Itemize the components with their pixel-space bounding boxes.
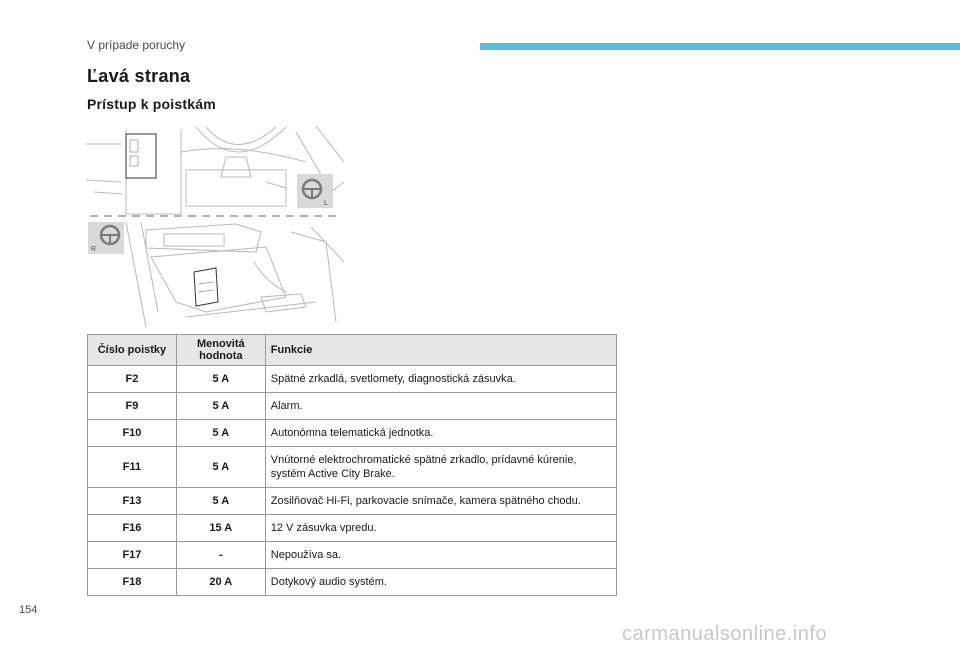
fuse-rating: 5 A [176, 488, 265, 515]
watermark: carmanualsonline.info [622, 623, 828, 645]
fuse-rating: 5 A [176, 393, 265, 420]
column-header-rating: Menovitá hodnota [176, 335, 265, 366]
steering-wheel-icon [297, 174, 333, 208]
fuse-rating: 5 A [176, 366, 265, 393]
page-title: Ľavá strana [87, 66, 191, 86]
steering-wheel-icon [88, 222, 124, 254]
fuse-rating: 5 A [176, 420, 265, 447]
fuse-table [87, 334, 617, 596]
fuse-rating: 5 A [176, 447, 265, 488]
fuse-function: Alarm. [265, 393, 616, 420]
fuse-number: F18 [88, 569, 177, 596]
section-header: V prípade poruchy [87, 38, 186, 52]
fuse-function: Zosilňovač Hi-Fi, parkovacie snímače, kamera spätného chodu. [265, 488, 616, 515]
table-row [88, 542, 617, 569]
fuse-function: Autonómna telematická jednotka. [265, 420, 616, 447]
fuse-number: F2 [88, 366, 177, 393]
fuse-function: 12 V zásuvka vpredu. [265, 515, 616, 542]
fuse-number: F16 [88, 515, 177, 542]
fuse-number: F11 [88, 447, 177, 488]
svg-text:R: R [91, 246, 97, 253]
fuse-function: Vnútorné elektrochromatické spätné zrkadlo, prídavné kúrenie, systém Active City Brake. [265, 447, 616, 488]
table-header-row [88, 335, 617, 366]
table-row [88, 366, 617, 393]
table-row [88, 393, 617, 420]
fuse-function: Dotykový audio systém. [265, 569, 616, 596]
column-header-fuse-number: Číslo poistky [88, 335, 177, 366]
table-row [88, 447, 617, 488]
table-row [88, 515, 617, 542]
accent-bar [480, 43, 960, 50]
fuse-rating: - [176, 542, 265, 569]
table-row [88, 488, 617, 515]
fuse-number: F9 [88, 393, 177, 420]
fuse-rating: 20 A [176, 569, 265, 596]
column-header-functions: Funkcie [265, 335, 616, 366]
page-number: 154 [19, 604, 38, 616]
fuse-number: F17 [88, 542, 177, 569]
fuse-number: F13 [88, 488, 177, 515]
table-row [88, 420, 617, 447]
fuse-function: Spätné zrkadlá, svetlomety, diagnostická zásuvka. [265, 366, 616, 393]
page-subtitle: Prístup k poistkám [87, 96, 216, 112]
fuse-number: F10 [88, 420, 177, 447]
table-row [88, 569, 617, 596]
svg-text:L: L [324, 200, 328, 207]
fuse-rating: 15 A [176, 515, 265, 542]
fuse-access-illustration [86, 122, 344, 327]
fuse-function: Nepoužíva sa. [265, 542, 616, 569]
